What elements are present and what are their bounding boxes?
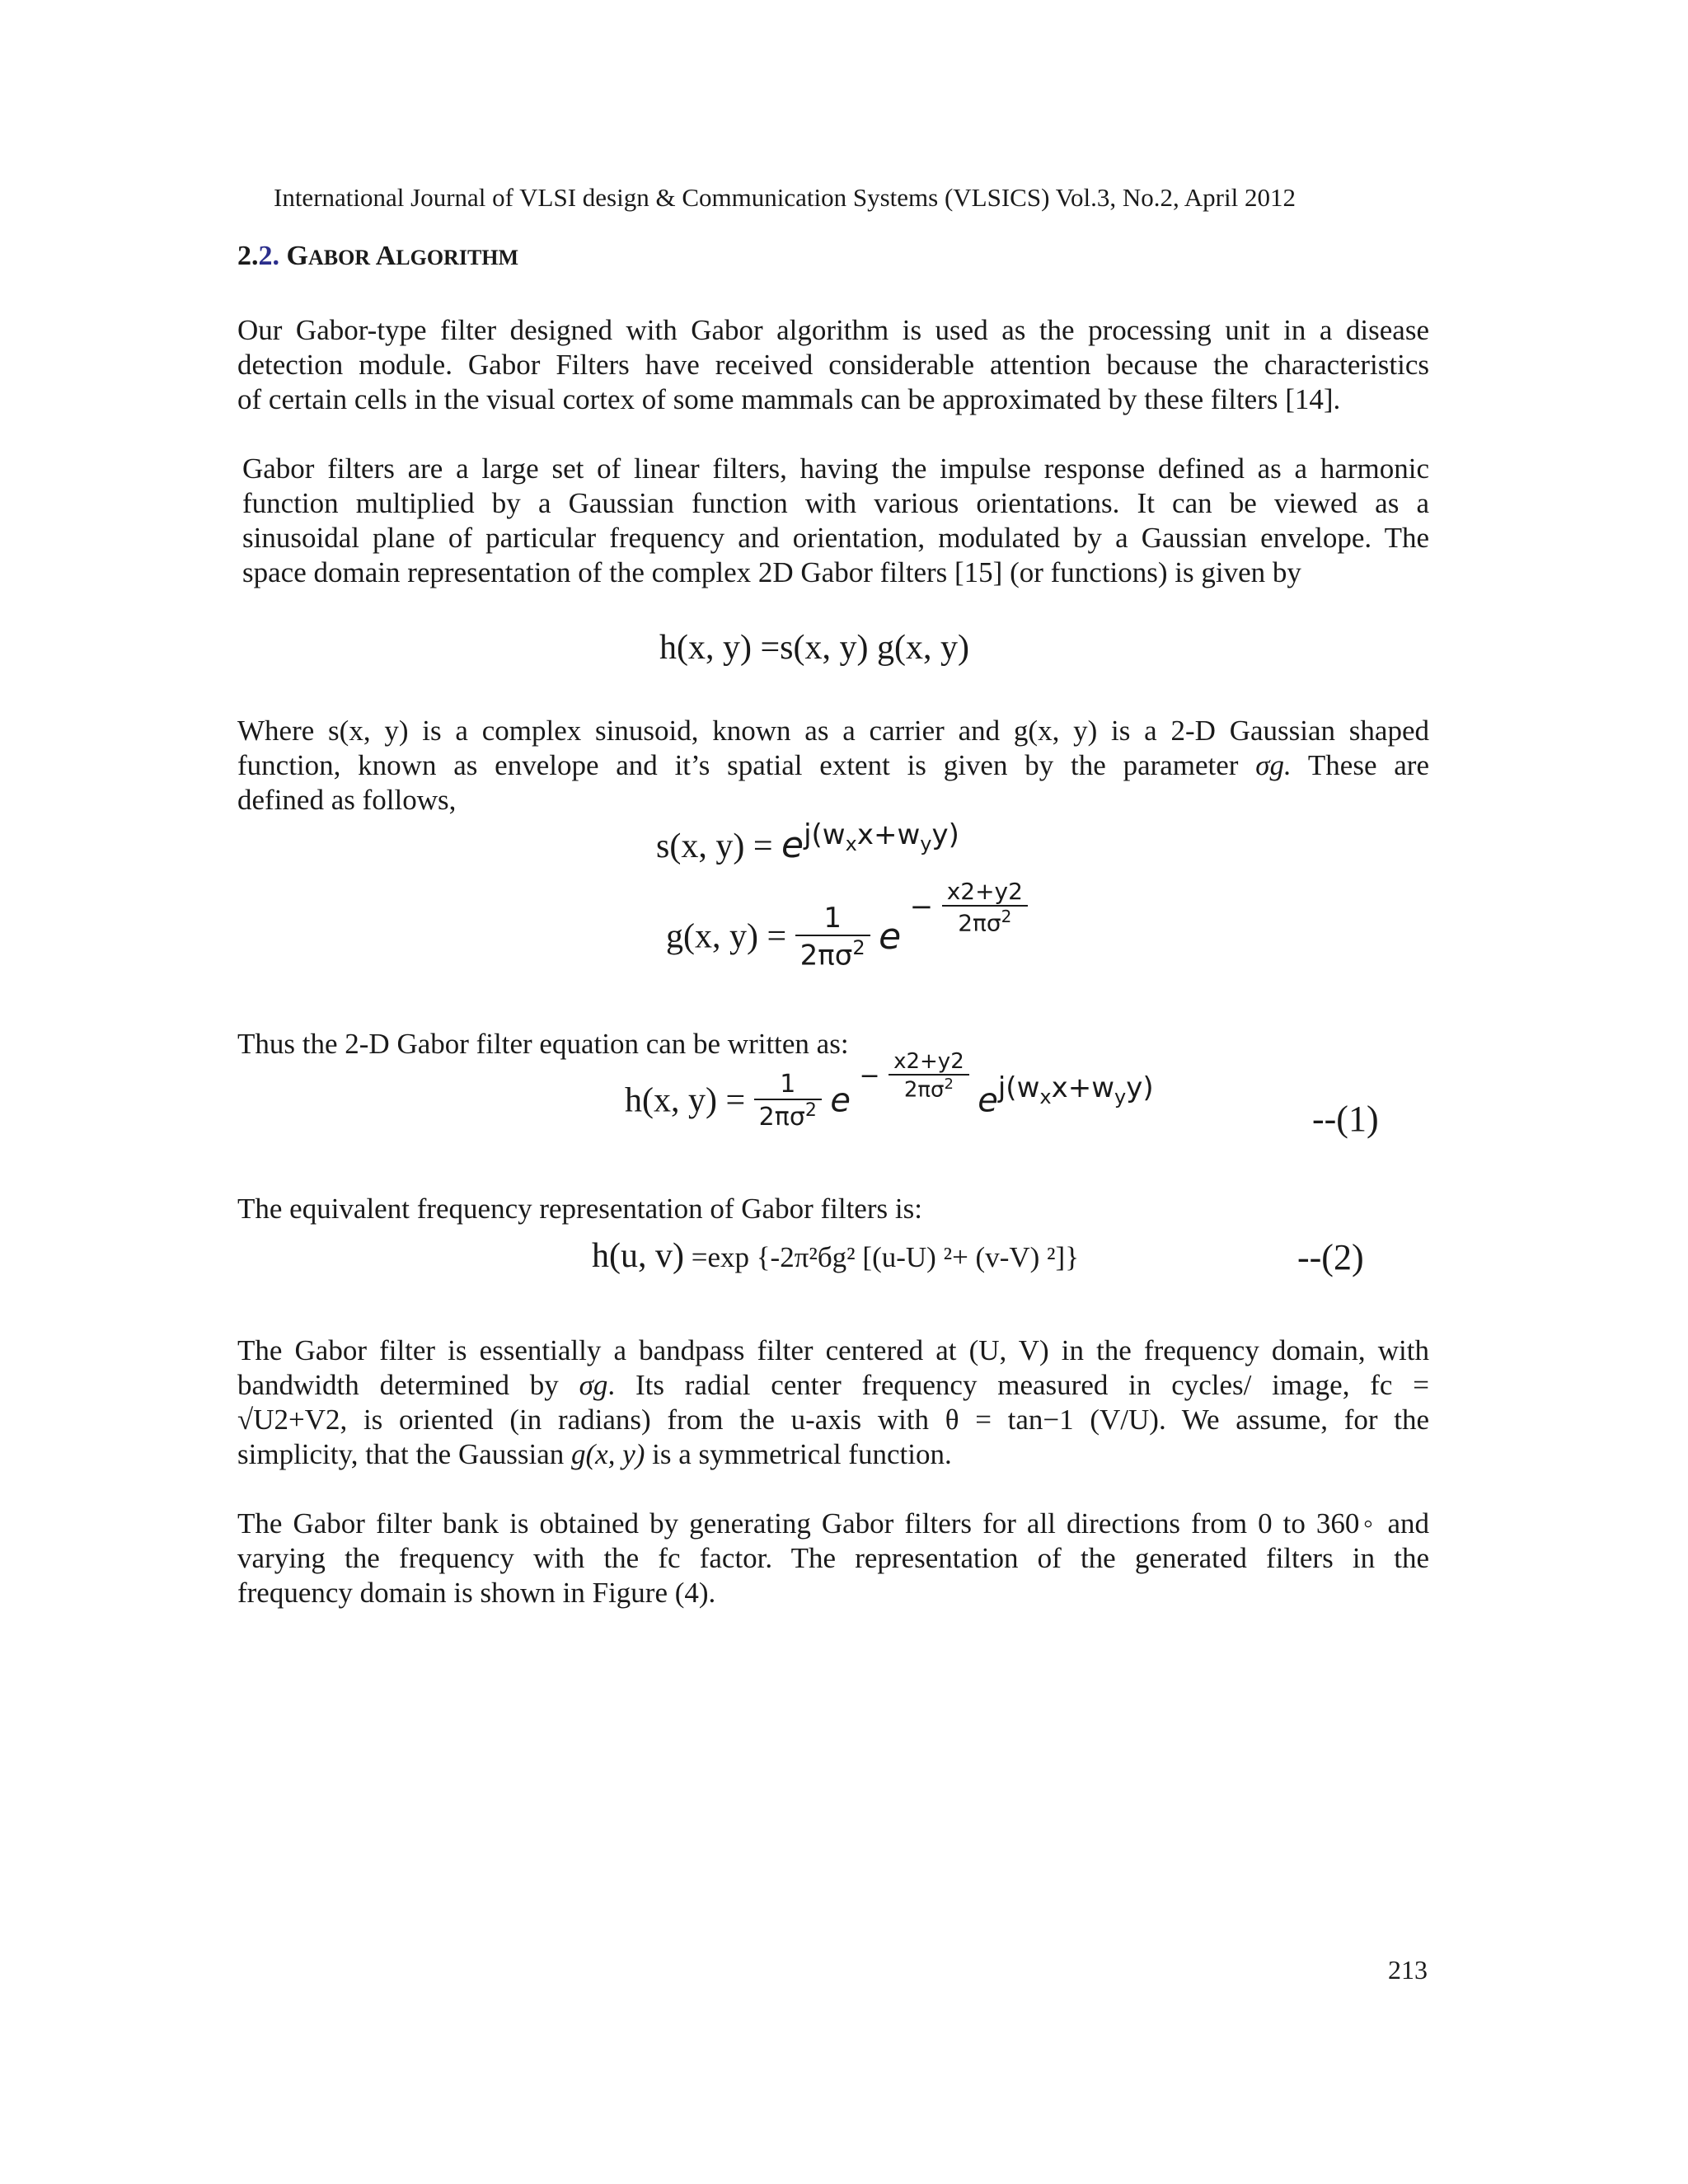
page-number: 213 [1388,1955,1428,1985]
eq-s-lhs: s(x, y) = [656,827,773,865]
exp-sub-x: x [1039,1085,1052,1108]
text-run: bandwidth determined by [237,1369,559,1401]
exp-part: x+w [856,818,921,851]
exp-fraction [942,878,1028,936]
section-number-b: 2. [258,241,279,271]
eq2-lhs: h(u, v) [592,1237,684,1275]
paragraph-line: Thus the 2-D Gabor filter equation can be written as: [237,1028,849,1060]
fraction-denominator [795,936,870,972]
eq1-exponent-2 [997,1071,1154,1108]
eq1-e: e [830,1081,851,1120]
paragraph-line: sinusoidal plane of particular frequency and orientation, modulated by a Gaussian envelope. The [242,522,1429,554]
paragraph-line [237,748,1429,783]
section-heading [237,241,518,272]
text-run: simplicity, that the Gaussian [237,1438,565,1470]
title-abor: ABOR [307,246,371,269]
title-lgorithm: LGORITHM [396,246,519,269]
den-sup: 2 [852,936,865,959]
exp-sub-y: y [1114,1085,1127,1108]
paragraph-6 [237,1333,1429,1472]
exp-part: y) [931,818,959,851]
equation-number-1: --(1) [1312,1099,1379,1139]
eq-s-e: e [781,824,804,866]
den-sup: 2 [1001,907,1012,926]
paragraph-line: Where s(x, y) is a complex sinusoid, known as a carrier and g(x, y) is a 2-D Gaussian shaped [237,715,1429,747]
eq-g-fraction [795,902,870,972]
eq2-rhs: =exp {-2π²бg² [(u-U) ²+ (v-V) ²]} [683,1241,1079,1273]
paragraph-line: defined as follows, [237,784,457,816]
eq1-lhs: h(x, y) = [625,1081,746,1120]
title-cap-a: A [375,241,396,271]
paragraph-7 [237,1507,1429,1610]
equation-1 [625,1049,1154,1132]
den-sup: 2 [944,1076,954,1094]
sigma-g-var: σg. [1255,749,1292,781]
fraction-denominator [754,1100,822,1132]
fraction-numerator: 1 [754,1070,822,1100]
exp-part: j(w [804,818,846,851]
equation-s [656,818,959,869]
paragraph-line [237,1368,1429,1403]
paragraph-line: function multiplied by a Gaussian function with various orientations. It can be viewed as a [242,487,1429,519]
eq-s-exponent [804,818,959,855]
equation-g [666,878,1028,972]
exp-numerator: x2+y2 [942,878,1028,907]
eq-g-e: e [879,916,902,958]
eq-g-lhs: g(x, y) = [666,917,787,956]
paragraph-line: Gabor filters are a large set of linear filters, having the impulse response defined as a harmonic [242,452,1429,485]
paragraph-line: frequency domain is shown in Figure (4). [237,1577,716,1609]
paragraph-3 [237,714,1429,818]
paragraph-line: space domain representation of the complex 2D Gabor filters [15] (or functions) is given by [242,556,1301,588]
exp-fraction [889,1049,969,1103]
paragraph-line: Our Gabor-type filter designed with Gabor algorithm is used as the processing unit in a disease [237,314,1429,346]
den-text: 2πσ [799,939,853,972]
paragraph-4 [237,1027,1429,1062]
text-run: function, known as envelope and it’s spatial extent is given by the parameter [237,749,1239,781]
eq1-fraction [754,1070,822,1132]
sigma-g-var: σg [579,1369,608,1401]
eq1-exponent [859,1049,968,1103]
paragraph-line: √U2+V2, is oriented (in radians) from the u-axis with θ = tan−1 (V/U). We assume, for the [237,1404,1429,1436]
exp-denominator [942,907,1028,936]
den-text: 2πσ [903,1077,945,1103]
exp-part: y) [1126,1071,1154,1105]
equation-2 [592,1236,1079,1276]
den-sup: 2 [804,1100,817,1121]
eq1-e2: e [978,1081,998,1120]
paragraph-line: The Gabor filter bank is obtained by generating Gabor filters for all directions from 0 to 360◦ and [237,1507,1429,1540]
paragraph-2 [242,452,1429,590]
equation-h-product: h(x, y) =s(x, y) g(x, y) [659,629,969,667]
text-run: These are [1307,749,1429,781]
exp-minus: − [909,890,934,924]
exp-sub-y: y [920,832,932,855]
exp-minus: − [859,1062,880,1090]
paragraph-line: The equivalent frequency representation of Gabor filters is: [237,1193,922,1225]
paragraph-line: The Gabor filter is essentially a bandpass filter centered at (U, V) in the frequency domain, with [237,1334,1429,1366]
text-run: is a symmetrical function. [645,1438,952,1470]
exp-sub-x: x [845,832,857,855]
den-text: 2πσ [958,909,1001,937]
exp-denominator [889,1076,969,1103]
exp-numerator: x2+y2 [889,1049,969,1076]
exp-part: x+w [1051,1071,1115,1105]
paragraph-1 [237,313,1429,417]
paragraph-line: detection module. Gabor Filters have received considerable attention because the characteristics [237,349,1429,381]
eq-g-exponent [910,878,1028,936]
paragraph-line: of certain cells in the visual cortex of some mammals can be approximated by these filters [14]. [237,383,1341,415]
paragraph-5 [237,1192,1429,1226]
title-cap-g: G [286,241,308,271]
running-header: International Journal of VLSI design & Communication Systems (VLSICS) Vol.3, No.2, April 2012 [274,183,1296,212]
fraction-numerator: 1 [795,902,870,936]
text-run: . Its radial center frequency measured in cycles/ image, fc = [607,1369,1429,1401]
gaussian-var: g(x, y) [571,1438,645,1470]
exp-part: j(w [997,1071,1040,1105]
paragraph-line [237,1437,1429,1472]
section-number-a: 2. [237,241,259,271]
paragraph-line: varying the frequency with the fc factor. The representation of the generated filters in the [237,1542,1429,1574]
den-text: 2πσ [758,1103,805,1132]
equation-number-2: --(2) [1297,1237,1364,1277]
